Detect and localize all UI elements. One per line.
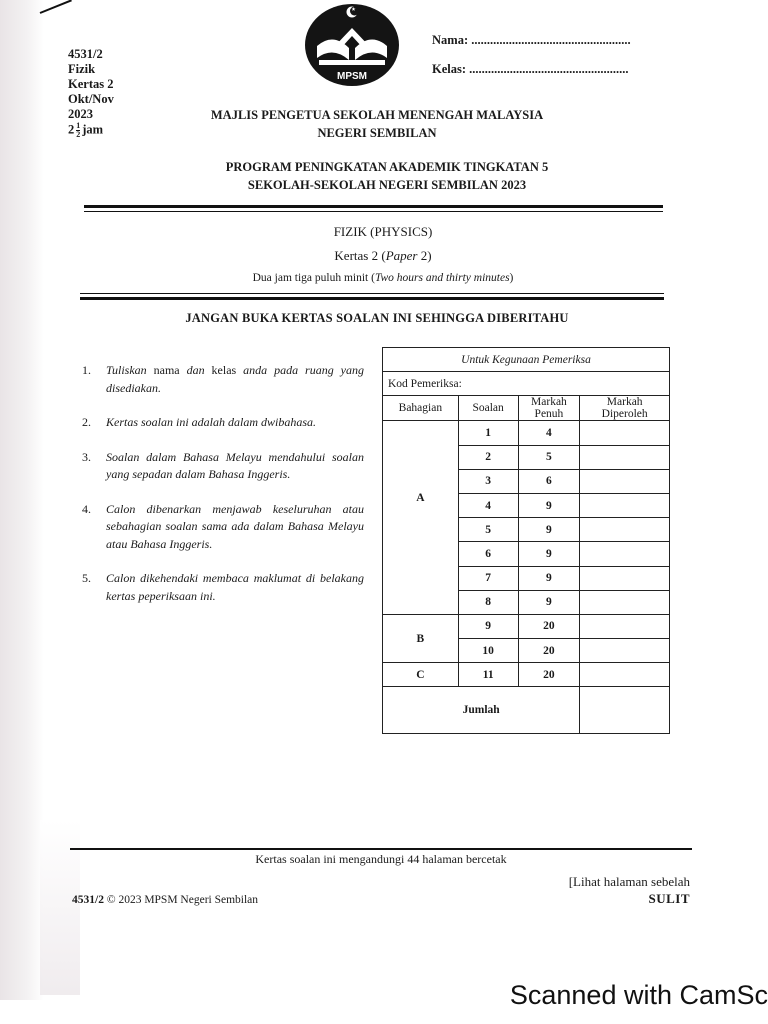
full-marks: 9 bbox=[518, 518, 580, 542]
table-row bbox=[383, 663, 670, 687]
program-line-2: SEKOLAH-SEKOLAH NEGERI SEMBILAN 2023 bbox=[247, 178, 527, 192]
instruction-number: 1. bbox=[82, 363, 91, 377]
instr-1-kelas: kelas bbox=[211, 363, 237, 377]
full-marks: 5 bbox=[518, 445, 580, 469]
question-number: 9 bbox=[458, 614, 518, 638]
full-marks: 6 bbox=[518, 469, 580, 493]
marks-obtained-cell[interactable] bbox=[580, 639, 670, 663]
examiner-table bbox=[382, 347, 670, 734]
instruction-number: 2. bbox=[82, 415, 91, 429]
marks-obtained-cell[interactable] bbox=[580, 542, 670, 566]
total-marks-cell[interactable] bbox=[580, 687, 670, 734]
mid-rule-thick bbox=[80, 297, 664, 300]
instruction-item bbox=[82, 362, 364, 397]
nama-label: Nama: bbox=[432, 33, 469, 47]
marks-obtained-cell[interactable] bbox=[580, 614, 670, 638]
total-label: Jumlah bbox=[383, 687, 580, 734]
exam-duration bbox=[68, 122, 114, 139]
table-row bbox=[383, 421, 670, 445]
footer-rule bbox=[70, 848, 692, 850]
question-number: 8 bbox=[458, 590, 518, 614]
instruction-text: Kertas soalan ini adalah dalam dwibahasa. bbox=[106, 415, 317, 429]
obtained-line-1: Markah bbox=[606, 396, 643, 409]
marks-obtained-cell[interactable] bbox=[580, 421, 670, 445]
copyright-line bbox=[72, 894, 258, 906]
instruction-item bbox=[82, 501, 364, 554]
scan-shadow-left bbox=[0, 0, 44, 1000]
duration-ms: Dua jam tiga puluh minit ( bbox=[252, 272, 375, 284]
duration-close: ) bbox=[509, 272, 514, 284]
page-count-note: Kertas soalan ini mengandungi 44 halaman bercetak bbox=[255, 852, 507, 866]
instr-1-part-a: Tuliskan bbox=[106, 363, 154, 377]
duration-en: Two hours and thirty minutes bbox=[374, 272, 510, 284]
question-number: 5 bbox=[458, 518, 518, 542]
duration-unit: jam bbox=[82, 122, 104, 137]
instruction-text bbox=[106, 362, 364, 397]
question-number: 2 bbox=[458, 445, 518, 469]
sulit-label: SULIT bbox=[648, 891, 690, 906]
question-number: 3 bbox=[458, 469, 518, 493]
program-line-1: PROGRAM PENINGKATAN AKADEMIK TINGKATAN 5 bbox=[225, 160, 549, 174]
section-a: A bbox=[383, 421, 459, 615]
duration-line bbox=[150, 272, 616, 284]
council-line-1: MAJLIS PENGETUA SEKOLAH MENENGAH MALAYSIA bbox=[210, 108, 544, 122]
pen-mark bbox=[40, 0, 72, 14]
col-header-section: Bahagian bbox=[383, 396, 459, 421]
table-row bbox=[383, 614, 670, 638]
instruction-item bbox=[82, 449, 364, 484]
fraction-numerator: 1 bbox=[76, 121, 81, 130]
instruction-number: 3. bbox=[82, 449, 91, 464]
logo-text: MPSM bbox=[337, 71, 367, 82]
do-not-open-warning: JANGAN BUKA KERTAS SOALAN INI SEHINGGA DIBERITAHU bbox=[185, 311, 569, 325]
instruction-text: Calon dikehendaki membaca maklumat di belakang kertas peperiksaan ini. bbox=[106, 571, 364, 603]
marks-obtained-cell[interactable] bbox=[580, 518, 670, 542]
full-marks: 9 bbox=[518, 493, 580, 517]
marks-obtained-cell[interactable] bbox=[580, 445, 670, 469]
scan-shadow-bottom bbox=[40, 820, 80, 995]
subject-short: Fizik bbox=[68, 62, 96, 76]
question-number: 11 bbox=[458, 663, 518, 687]
next-page-note: [Lihat halaman sebelah bbox=[568, 874, 690, 889]
section-b: B bbox=[383, 614, 459, 662]
footer-copyright: © 2023 MPSM Negeri Sembilan bbox=[103, 894, 259, 906]
full-marks: 20 bbox=[518, 663, 580, 687]
nama-dots: ................................................... bbox=[471, 33, 631, 47]
full-marks: 9 bbox=[518, 566, 580, 590]
duration-fraction bbox=[76, 122, 80, 139]
instruction-item bbox=[82, 570, 364, 605]
section-c: C bbox=[383, 663, 459, 687]
nama-field[interactable] bbox=[432, 33, 631, 48]
question-number: 4 bbox=[458, 493, 518, 517]
program-title bbox=[150, 158, 624, 194]
fraction-denominator: 2 bbox=[76, 130, 81, 139]
council-line-2: NEGERI SEMBILAN bbox=[317, 126, 437, 140]
full-marks: 20 bbox=[518, 639, 580, 663]
paper-metadata bbox=[68, 47, 114, 139]
paper-title bbox=[150, 248, 616, 264]
mpsm-logo bbox=[303, 2, 401, 88]
table-title: Untuk Kegunaan Pemeriksa bbox=[383, 348, 670, 372]
instruction-number: 4. bbox=[82, 501, 91, 516]
paper-ms: Kertas 2 ( bbox=[334, 248, 386, 263]
instruction-text: Calon dibenarkan menjawab keseluruhan atau sebahagian soalan sama ada dalam Bahasa Melayu atau Bahasa Inggeris. bbox=[106, 501, 364, 551]
instruction-text: Soalan dalam Bahasa Melayu mendahului soalan yang sepadan dalam Bahasa Inggeris. bbox=[106, 449, 364, 481]
mid-rule-thin bbox=[80, 293, 664, 294]
full-marks-line-2: Penuh bbox=[534, 408, 564, 421]
subject-title: FIZIK (PHYSICS) bbox=[333, 224, 433, 239]
instruction-number: 5. bbox=[82, 571, 91, 585]
question-number: 10 bbox=[458, 639, 518, 663]
full-marks-line-1: Markah bbox=[531, 396, 567, 409]
top-rule-thick bbox=[84, 205, 663, 208]
marks-obtained-cell[interactable] bbox=[580, 493, 670, 517]
duration-whole: 2 bbox=[68, 122, 75, 137]
footer-code: 4531/2 bbox=[72, 894, 104, 906]
kelas-field[interactable] bbox=[432, 62, 629, 77]
kelas-dots: ................................................... bbox=[469, 62, 629, 76]
col-header-full-marks bbox=[518, 396, 580, 421]
paper-en: Paper bbox=[385, 248, 418, 263]
instr-1-part-e: anda pada ruang yang disediakan. bbox=[106, 363, 365, 395]
full-marks: 20 bbox=[518, 614, 580, 638]
exam-year: 2023 bbox=[68, 107, 93, 121]
paper-short: Kertas 2 bbox=[68, 77, 114, 91]
exam-session: Okt/Nov bbox=[68, 92, 114, 106]
marks-obtained-cell[interactable] bbox=[580, 469, 670, 493]
col-header-marks-obtained bbox=[580, 396, 670, 421]
instr-1-nama: nama bbox=[153, 363, 180, 377]
obtained-line-2: Diperoleh bbox=[601, 408, 648, 421]
question-number: 1 bbox=[458, 421, 518, 445]
top-rule-thin bbox=[84, 211, 663, 212]
col-header-question: Soalan bbox=[458, 396, 518, 421]
paper-code: 4531/2 bbox=[68, 47, 103, 61]
full-marks: 9 bbox=[518, 590, 580, 614]
marks-obtained-cell[interactable] bbox=[580, 590, 670, 614]
question-number: 6 bbox=[458, 542, 518, 566]
examiner-code-field[interactable]: Kod Pemeriksa: bbox=[383, 372, 670, 396]
marks-obtained-cell[interactable] bbox=[580, 566, 670, 590]
scanner-watermark: Scanned with CamSc bbox=[509, 980, 768, 1010]
paper-num: 2) bbox=[417, 248, 432, 263]
kelas-label: Kelas: bbox=[432, 62, 467, 76]
council-title bbox=[140, 106, 614, 142]
full-marks: 4 bbox=[518, 421, 580, 445]
instr-1-part-c: dan bbox=[179, 363, 212, 377]
question-number: 7 bbox=[458, 566, 518, 590]
marks-obtained-cell[interactable] bbox=[580, 663, 670, 687]
instruction-item bbox=[82, 414, 364, 432]
full-marks: 9 bbox=[518, 542, 580, 566]
instructions-list bbox=[82, 362, 364, 622]
